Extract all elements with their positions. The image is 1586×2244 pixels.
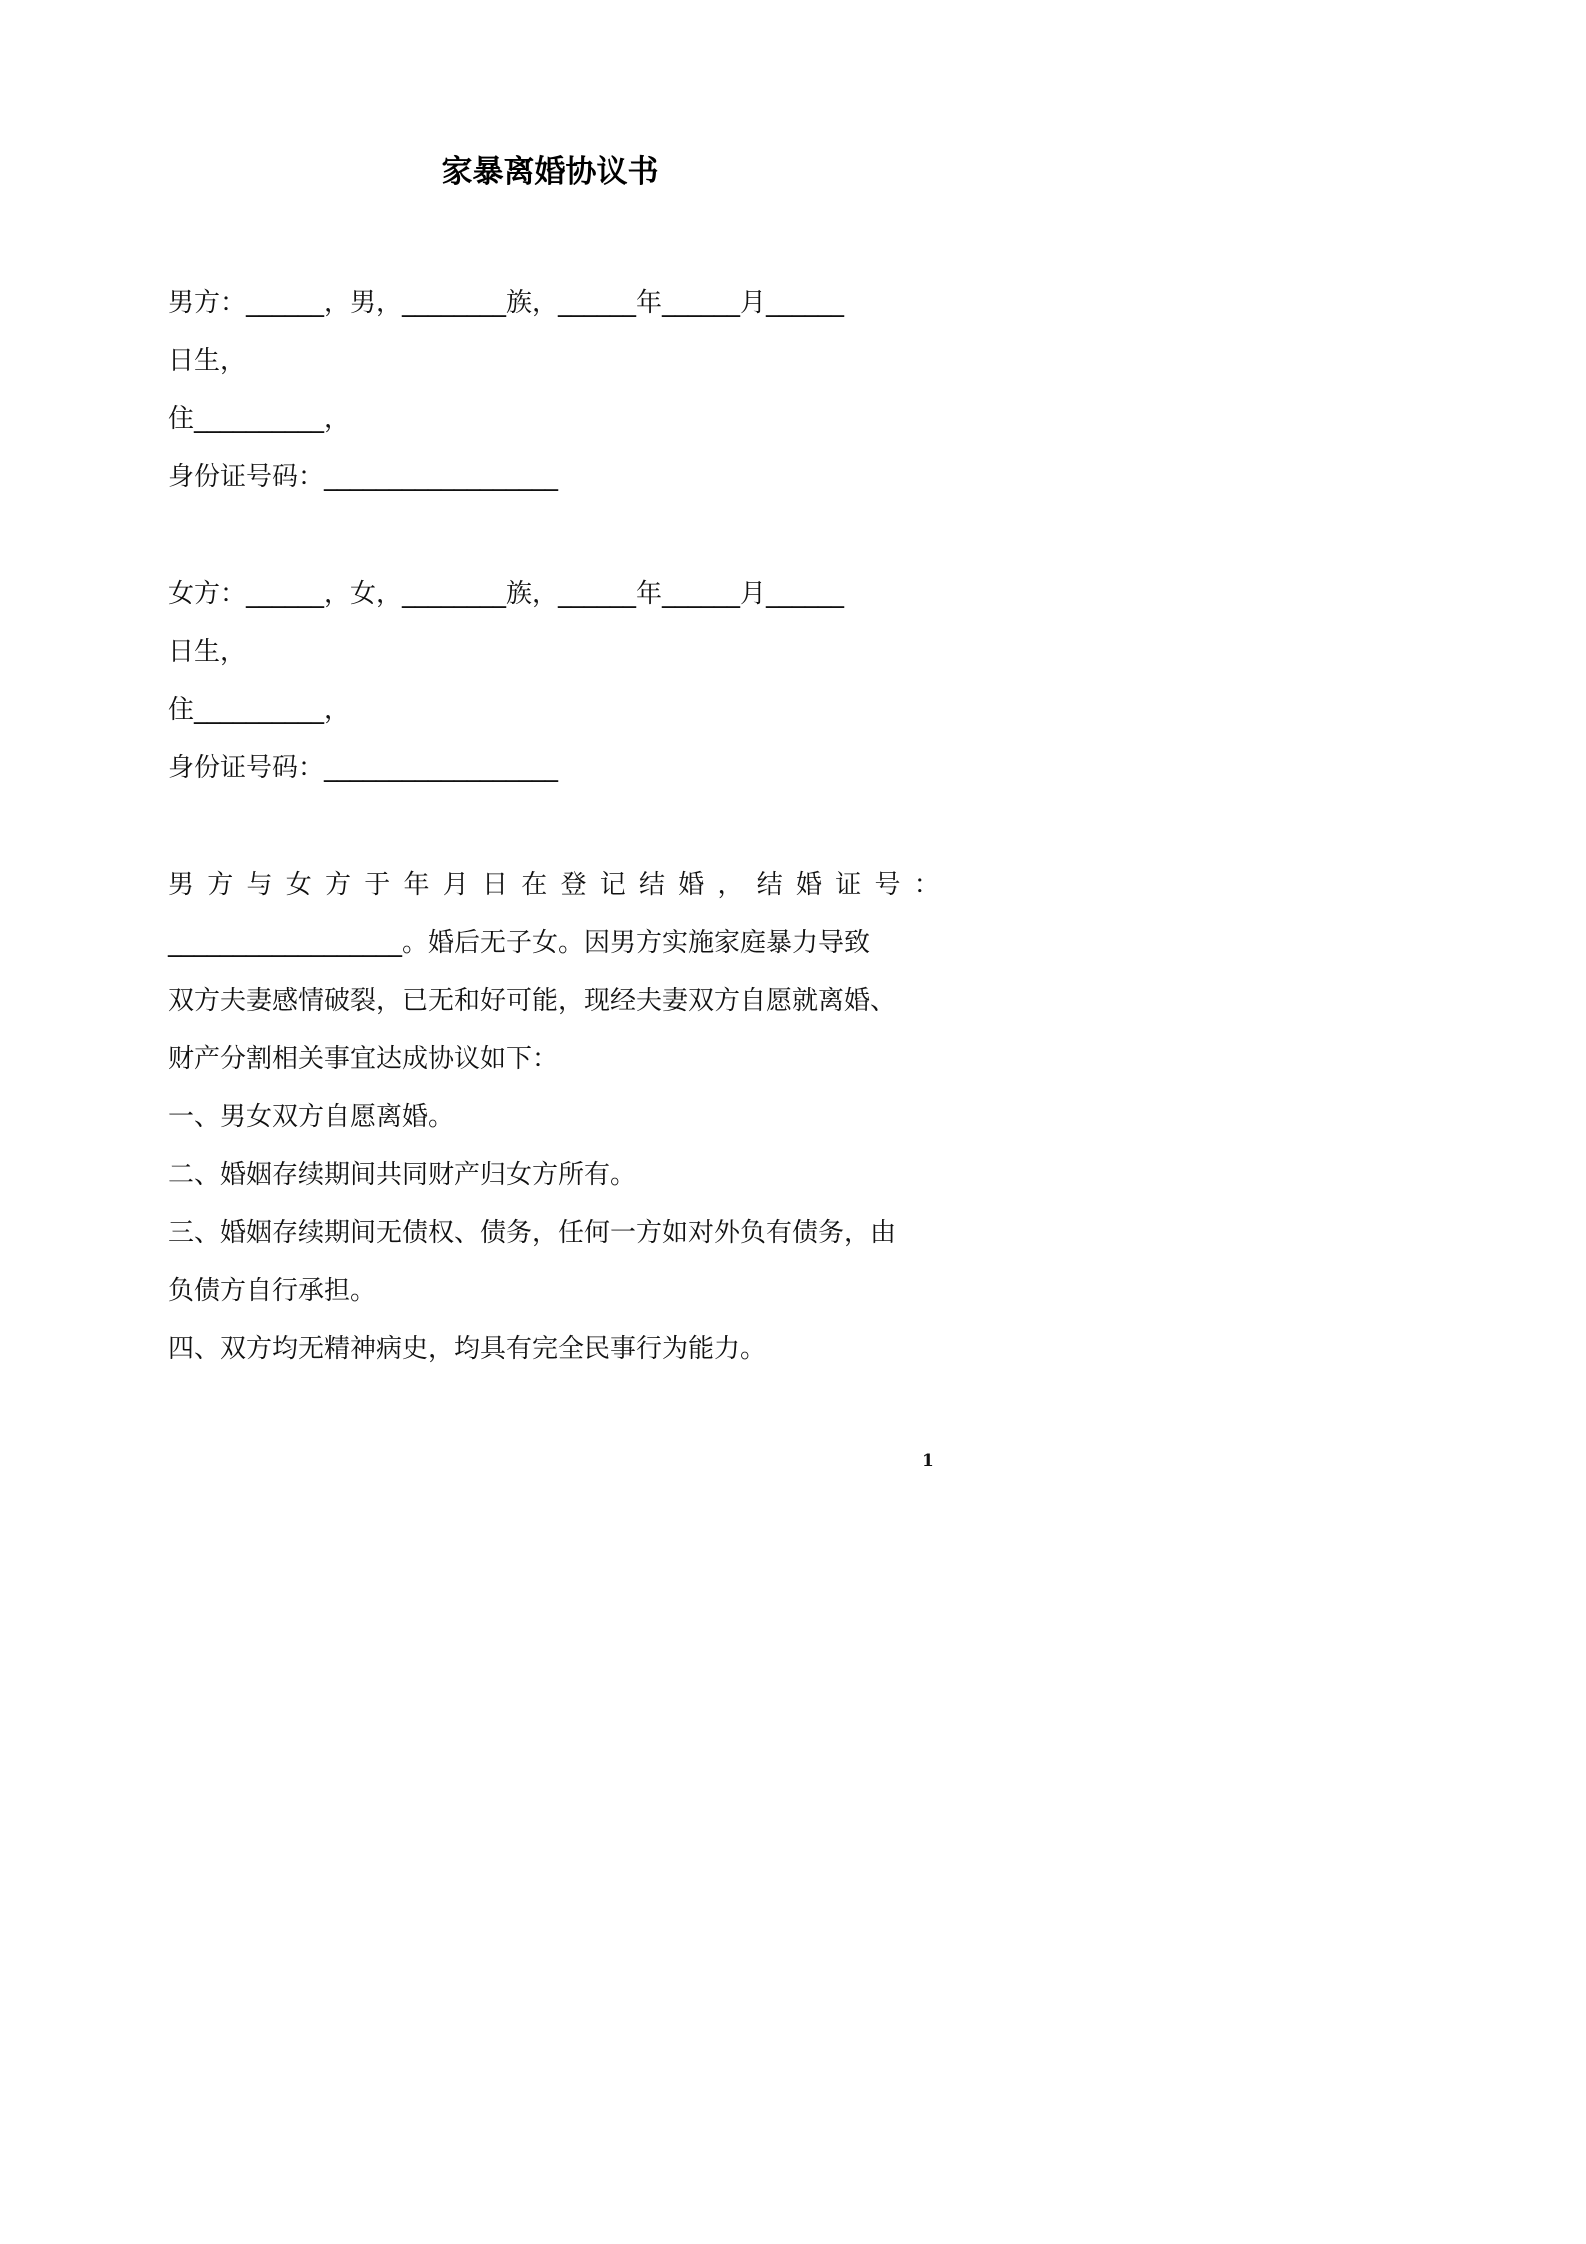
document-page [0,0,1100,1556]
clause-2: 二、婚姻存续期间共同财产归女方所有。 [168,1160,637,1190]
female-id-line: 身份证号码：__________________ [168,753,559,783]
body-line-1-char: 记 [599,870,626,900]
body-line-1-char: 男 [168,870,195,900]
body-line-1-char: 结 [756,870,783,900]
document-title: 家暴离婚协议书 [441,154,659,190]
body-line-1-char: 月 [442,870,469,900]
clause-3-line-1: 三、婚姻存续期间无债权、债务，任何一方如对外负有债务，由 [168,1218,897,1248]
body-line-1-char: 婚 [796,870,823,900]
clause-3-line-2: 负债方自行承担。 [168,1276,377,1306]
body-line-1-char: 年 [403,870,430,900]
male-party-line: 男方：______，男，________族，______年______月______ [168,288,845,318]
female-birth-line: 日生， [168,637,247,667]
page-number: 1 [922,1451,934,1471]
body-line-1-char: 方 [325,870,352,900]
body-line-1-char: 证 [835,870,862,900]
female-address-line: 住__________， [168,695,351,725]
body-line-1-char: ， [717,870,744,900]
body-paragraph-line-4: 财产分割相关事宜达成协议如下： [168,1044,559,1074]
body-line-1-char: 与 [246,870,273,900]
body-line-1-char: 在 [521,870,548,900]
male-address-line: 住__________， [168,404,351,434]
male-id-line: 身份证号码：__________________ [168,462,559,492]
body-line-1-char: 号 [874,870,901,900]
body-line-1-char: ： [913,870,940,900]
clause-4: 四、双方均无精神病史，均具有完全民事行为能力。 [168,1334,767,1364]
body-line-1-char: 方 [207,870,234,900]
body-line-1-char: 于 [364,870,391,900]
body-line-1-char: 日 [482,870,509,900]
female-party-line: 女方：______，女，________族，______年______月______ [168,579,845,609]
male-birth-line: 日生， [168,346,247,376]
clause-1: 一、男女双方自愿离婚。 [168,1102,455,1132]
body-line-1-char: 登 [560,870,587,900]
body-paragraph-line-2: __________________。婚后无子女。因男方实施家庭暴力导致 [168,928,871,958]
body-line-1-char: 结 [639,870,666,900]
body-line-1-char: 女 [285,870,312,900]
body-paragraph-line-3: 双方夫妻感情破裂，已无和好可能，现经夫妻双方自愿就离婚、 [168,986,897,1016]
body-line-1-char: 婚 [678,870,705,900]
body-paragraph-line-1 [168,866,940,904]
